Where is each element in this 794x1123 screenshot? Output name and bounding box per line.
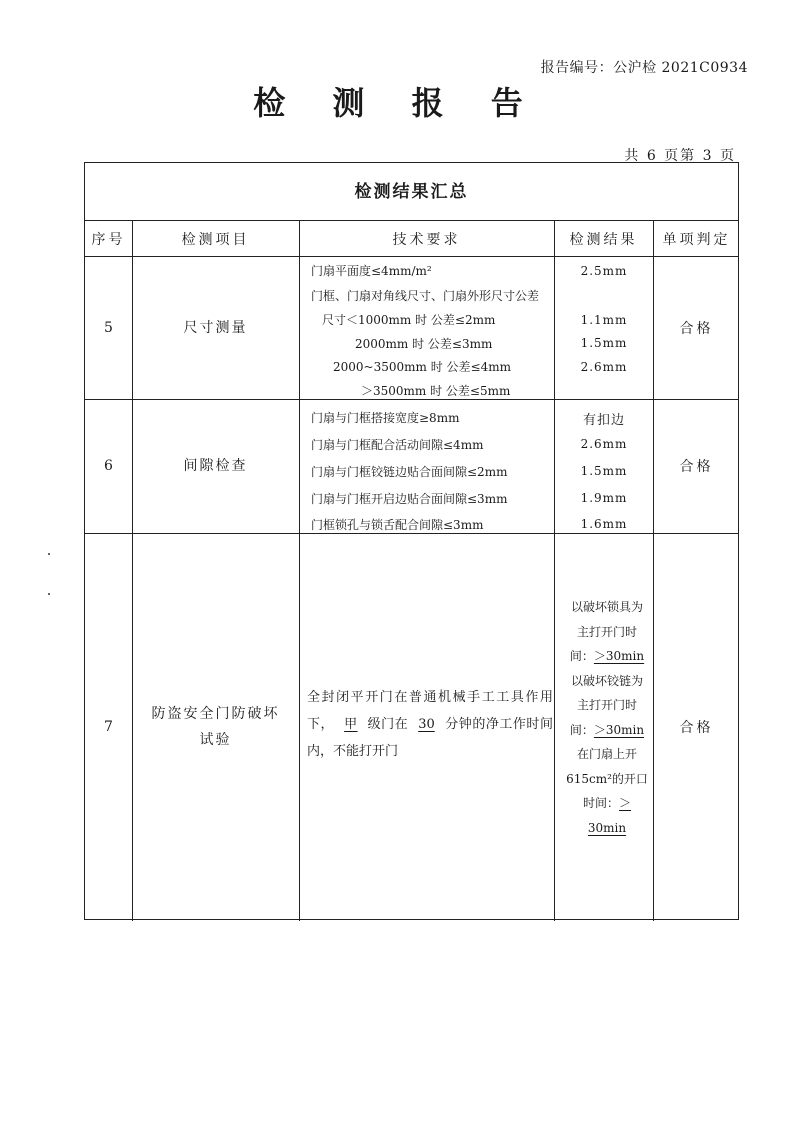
- row-7-result-line: 间：＞30min: [569, 649, 645, 663]
- row-5-result: 2.5mm: [580, 264, 628, 278]
- row-5-item: 尺寸测量: [183, 319, 248, 336]
- row-7-result-line: 在门扇上开: [576, 747, 637, 761]
- row-7-result-line: 30min: [587, 820, 627, 835]
- col-header-result: 检测结果: [569, 231, 638, 248]
- row-5-result: 1.5mm: [580, 336, 628, 350]
- row-5-req: 门扇平面度≤4mm/m²: [311, 264, 432, 278]
- row-7-requirement: [307, 684, 553, 765]
- row-5-req: 2000~3500mm 时 公差≤4mm: [333, 360, 511, 374]
- row-6-verdict: 合格: [679, 459, 714, 475]
- row-7-result-line: 615cm²的开口: [566, 771, 648, 786]
- page-info: 共 6 页第 3 页: [624, 148, 736, 164]
- row-6-result: 有扣边: [582, 413, 625, 428]
- row-6-req: 门框锁孔与锁舌配合间隙≤3mm: [311, 518, 484, 532]
- col-header-requirement: 技术要求: [392, 231, 461, 248]
- row-7-req-text: 分钟的净工作时间内，不能打开门: [307, 717, 553, 759]
- row-5-result: 2.6mm: [580, 360, 628, 374]
- grid-line: [554, 221, 555, 921]
- row-7-result-line: 间：＞30min: [569, 722, 645, 737]
- row-7-item-line1: 防盗安全门防破坏: [151, 706, 280, 722]
- row-5-result: 1.1mm: [580, 313, 628, 327]
- row-6-req: 门扇与门框配合活动间隙≤4mm: [311, 438, 484, 452]
- row-7-req-text: 级门在: [367, 717, 409, 732]
- report-title: 检 测 报 告: [253, 84, 541, 122]
- row-7-req-minutes: 30: [418, 717, 435, 732]
- row-7-req-text: 全封闭平开门在普通机械手工工具作用下，: [307, 690, 553, 732]
- row-7-result-line: 主打开门时: [576, 698, 637, 712]
- row-7-result-line: 主打开门时: [576, 624, 637, 639]
- row-6-result: 1.9mm: [580, 491, 628, 505]
- col-header-no: 序号: [91, 231, 126, 248]
- grid-line: [299, 221, 300, 921]
- row-5-req: 2000mm 时 公差≤3mm: [355, 337, 493, 351]
- report-number: 报告编号：公沪检 2021C0934: [540, 60, 748, 76]
- row-6-result: 1.6mm: [580, 517, 628, 531]
- row-5-req: 门框、门扇对角线尺寸、门扇外形尺寸公差: [311, 289, 540, 303]
- row-7-item-line2: 试验: [199, 732, 232, 748]
- row-6-item: 间隙检查: [183, 458, 248, 474]
- row-5-req: 尺寸＜1000mm 时 公差≤2mm: [322, 313, 496, 327]
- row-6-req: 门扇与门框开启边贴合面间隙≤3mm: [311, 492, 508, 506]
- row-5-verdict: 合格: [679, 320, 714, 337]
- row-7-item: [132, 533, 299, 921]
- row-5-no: 5: [104, 319, 113, 336]
- row-7-result-line: 以破坏铰链为: [570, 673, 643, 688]
- row-7-no: 7: [104, 719, 113, 735]
- row-7-req-grade: 甲: [344, 717, 358, 732]
- row-7-result-line: 时间：＞: [582, 796, 632, 810]
- row-6-req: 门扇与门框铰链边贴合面间隙≤2mm: [311, 465, 508, 479]
- row-6-result: 1.5mm: [580, 464, 628, 478]
- row-7-verdict: 合格: [679, 720, 714, 736]
- col-header-verdict: 单项判定: [662, 231, 731, 248]
- row-7-result-line: 以破坏锁具为: [570, 600, 643, 614]
- results-summary-table: [84, 162, 739, 920]
- row-7-result: [559, 595, 655, 840]
- scan-dot: [48, 553, 50, 555]
- row-6-no: 6: [104, 458, 113, 474]
- col-header-item: 检测项目: [181, 231, 250, 248]
- row-6-req: 门扇与门框搭接宽度≥8mm: [311, 411, 460, 425]
- row-5-req: ＞3500mm 时 公差≤5mm: [361, 384, 511, 398]
- table-title: 检测结果汇总: [85, 163, 738, 221]
- scan-dot: [48, 593, 50, 595]
- row-6-result: 2.6mm: [580, 437, 628, 451]
